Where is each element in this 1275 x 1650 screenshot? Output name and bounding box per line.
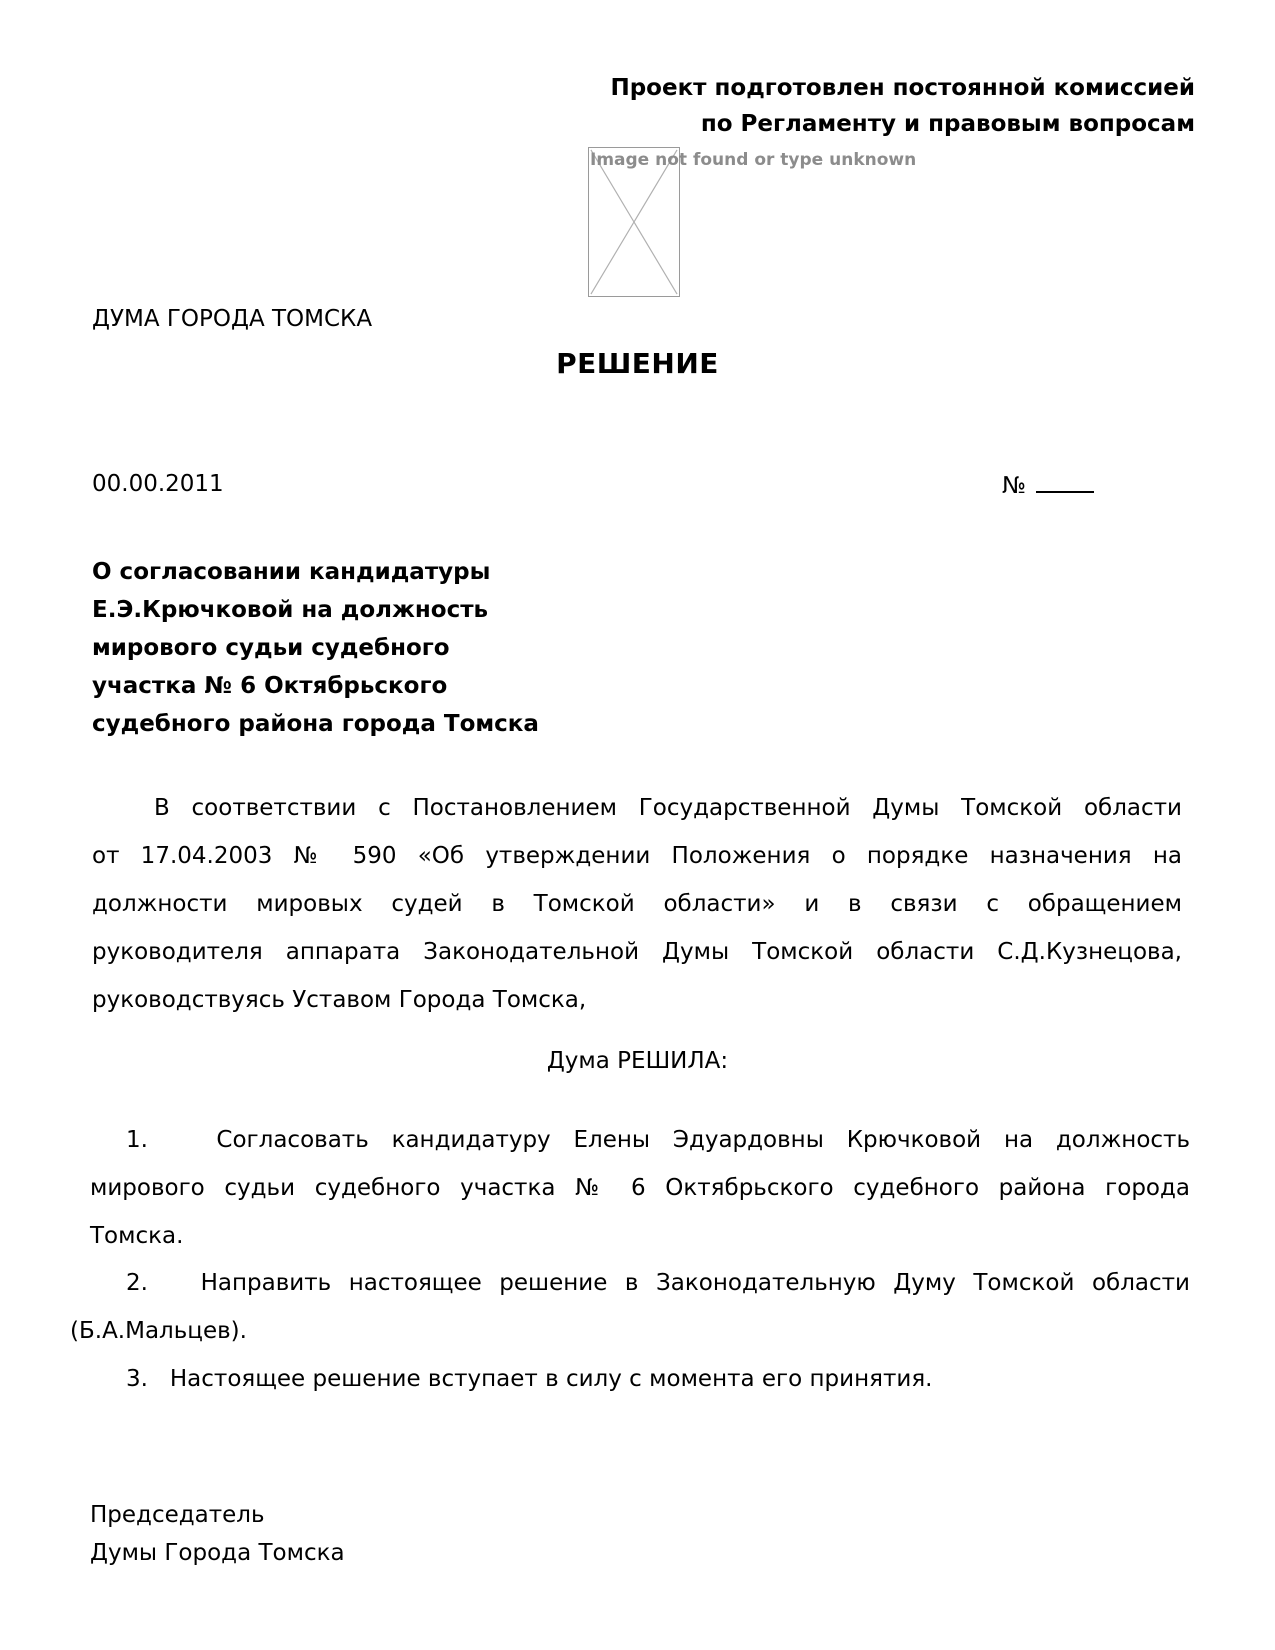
signature-block	[90, 1496, 345, 1572]
preamble-line: руководствуясь Уставом Города Томска,	[92, 987, 587, 1013]
preamble-paragraph	[92, 784, 1182, 1024]
decision-item-3	[126, 1355, 932, 1403]
document-date: 00.00.2011	[92, 471, 224, 497]
item-number: 2.	[126, 1270, 148, 1296]
number-label: №	[1002, 473, 1026, 499]
header-line-2: по Регламенту и правовым вопросам	[700, 111, 1195, 137]
item-number: 1.	[126, 1127, 148, 1153]
number-blank-line	[1036, 471, 1094, 493]
subject-line: судебного района города Томска	[92, 711, 539, 737]
signature-line-2: Думы Города Томска	[90, 1540, 345, 1566]
organization-name: ДУМА ГОРОДА ТОМСКА	[92, 306, 373, 332]
item-line: мирового судьи судебного участка № 6 Октябрьского судебного района города	[90, 1175, 1190, 1201]
item-line: Томска.	[90, 1223, 184, 1249]
decision-item-1	[90, 1116, 1190, 1260]
preamble-line: В соответствии с Постановлением Государственной Думы Томской области	[154, 795, 1182, 821]
subject-line: О согласовании кандидатуры	[92, 559, 491, 585]
preamble-line: от 17.04.2003 № 590 «Об утверждении Положения о порядке назначения на	[92, 843, 1182, 869]
decision-item-2	[70, 1259, 1190, 1355]
document-title: РЕШЕНИЕ	[556, 347, 719, 380]
subject-line: участка № 6 Октябрьского	[92, 673, 448, 699]
item-number: 3.	[126, 1366, 148, 1392]
subject-line: Е.Э.Крючковой на должность	[92, 597, 489, 623]
document-number	[1002, 471, 1094, 499]
item-text: Согласовать кандидатуру Елены Эдуардовны Крючковой на должность	[216, 1127, 1190, 1153]
preamble-line: руководителя аппарата Законодательной Думы Томской области С.Д.Кузнецова,	[92, 939, 1182, 965]
item-line	[90, 1116, 1190, 1164]
document-subject	[92, 553, 652, 743]
header-line-1: Проект подготовлен постоянной комиссией	[610, 75, 1195, 101]
resolved-heading: Дума РЕШИЛА:	[546, 1048, 729, 1074]
preamble-line: должности мировых судей в Томской области» и в связи с обращением	[92, 891, 1182, 917]
subject-line: мирового судьи судебного	[92, 635, 450, 661]
item-line: (Б.А.Мальцев).	[70, 1318, 247, 1344]
item-text: Направить настоящее решение в Законодательную Думу Томской области	[200, 1270, 1190, 1296]
signature-line-1: Председатель	[90, 1502, 265, 1528]
image-missing-text: Image not found or type unknown	[590, 150, 917, 170]
item-text: Настоящее решение вступает в силу с момента его принятия.	[169, 1366, 933, 1392]
item-line	[70, 1259, 1190, 1307]
